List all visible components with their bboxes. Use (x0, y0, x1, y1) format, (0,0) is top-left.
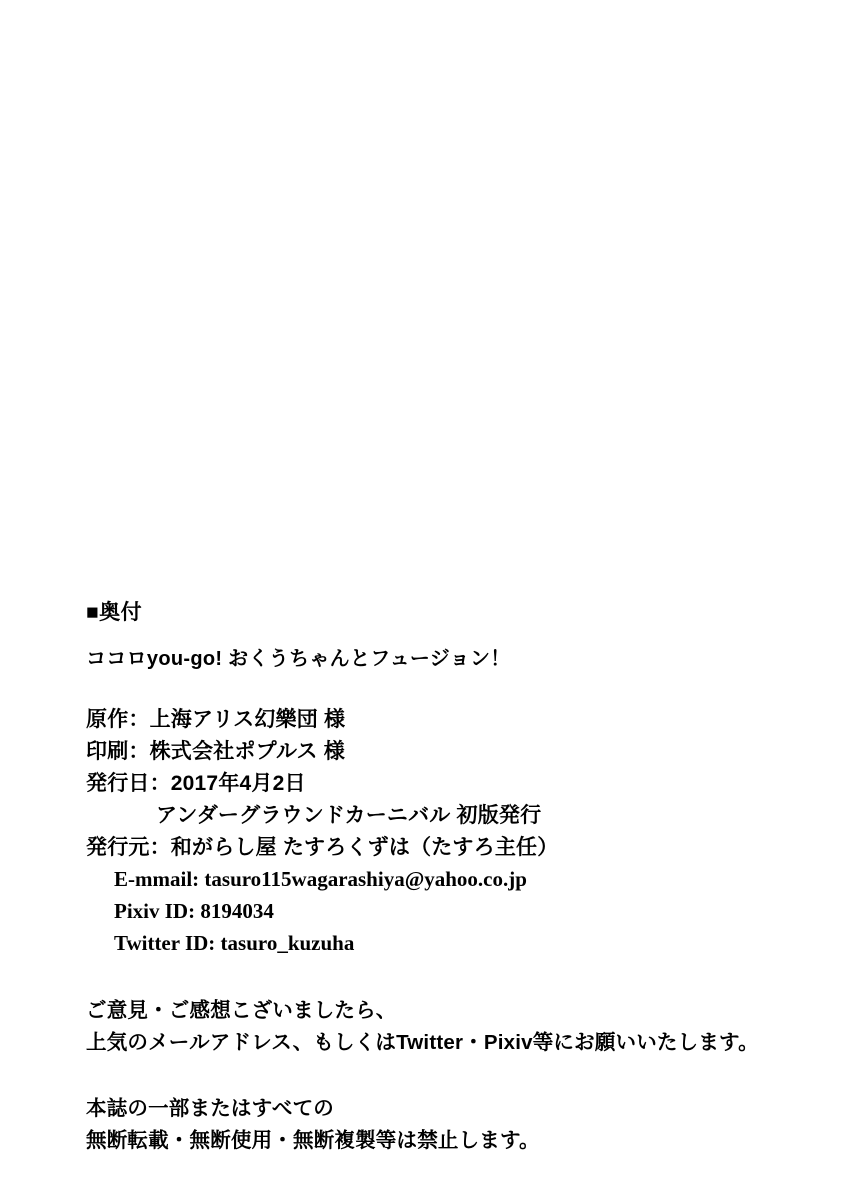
credits-list (86, 704, 786, 959)
feedback-note (86, 995, 786, 1059)
colophon-block (86, 600, 786, 1157)
feedback-note-line-1: ご意見・ご感想こざいましたら、 (86, 999, 397, 1023)
section-heading-okuzuke: ■奥付 (86, 601, 143, 624)
credit-pixiv-id: Pixiv ID: 8194034 (114, 898, 274, 923)
credit-publisher: 発行元：和がらし屋 たすろくずは（たすろ主任） (86, 835, 559, 859)
usage-restriction-line-2: 無断転載・無断使用・無断複製等は禁止します。 (86, 1128, 540, 1152)
credit-twitter-id: Twitter ID: tasuro_kuzuha (114, 930, 355, 955)
feedback-note-line-2: 上気のメールアドレス、もしくはTwitter・Pixiv等にお願いいたします。 (86, 1031, 759, 1055)
credit-email: E-mmail: tasuro115wagarashiya@yahoo.co.jp (114, 866, 527, 891)
credit-event: アンダーグラウンドカーニバル 初版発行 (156, 803, 542, 827)
usage-restriction-note (86, 1093, 786, 1157)
credit-original-author: 原作：上海アリス幻樂団 様 (86, 708, 346, 732)
usage-restriction-line-1: 本誌の一部またはすべての (86, 1096, 334, 1120)
credit-publish-date: 発行日：2017年4月2日 (86, 772, 306, 795)
credit-printing: 印刷：株式会社ポプルス 様 (86, 740, 345, 764)
work-title: ココロyou-go! おくうちゃんとフュージョン！ (86, 648, 511, 671)
